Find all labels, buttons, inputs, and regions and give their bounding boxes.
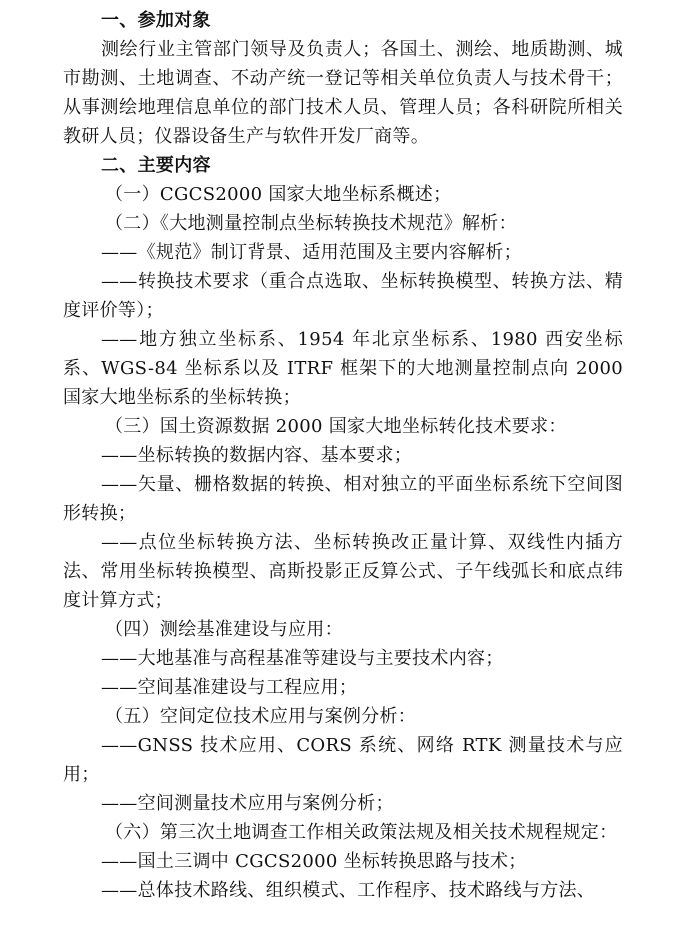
content-subitem: ——总体技术路线、组织模式、工作程序、技术路线与方法、 <box>101 880 596 901</box>
content-subitem: ——坐标转换的数据内容、基本要求； <box>101 445 413 466</box>
content-item: （四）测绘基准建设与应用： <box>105 619 343 640</box>
content-subitem: ——《规范》制订背景、适用范围及主要内容解析； <box>101 242 522 263</box>
content-subitem: ——空间测量技术应用与案例分析； <box>101 793 394 814</box>
content-subitem: ——大地基准与高程基准等建设与主要技术内容； <box>101 648 504 669</box>
content-item: （六）第三次土地调查工作相关政策法规及相关技术规程规定： <box>105 822 618 843</box>
content-subitem: ——GNSS 技术应用、CORS 系统、网络 RTK 测量技术与应用； <box>63 735 623 785</box>
content-item: （二）《大地测量控制点坐标转换技术规范》解析： <box>105 213 517 234</box>
content-item: （五）空间定位技术应用与案例分析： <box>105 706 417 727</box>
content-subitem: ——矢量、栅格数据的转换、相对独立的平面坐标系统下空间图形转换； <box>63 474 623 524</box>
content-item: （一）CGCS2000 国家大地坐标系概述； <box>105 184 452 205</box>
section-heading-participants: 一、参加对象 <box>101 10 211 31</box>
document-page <box>63 6 623 905</box>
participants-paragraph: 测绘行业主管部门领导及负责人；各国土、测绘、地质勘测、城市勘测、土地调查、不动产统一登记等相关单位负责人与技术骨干；从事测绘地理信息单位的部门技术人员、管理人员；各科研院所相关教研人员；仪器设备生产与软件开发厂商等。 <box>63 39 623 147</box>
content-subitem: ——点位坐标转换方法、坐标转换改正量计算、双线性内插方法、常用坐标转换模型、高斯投影正反算公式、子午线弧长和底点纬度计算方式； <box>63 532 623 611</box>
content-subitem: ——地方独立坐标系、1954 年北京坐标系、1980 西安坐标系、WGS-84 坐标系以及 ITRF 框架下的大地测量控制点向 2000 国家大地坐标系的坐标转换； <box>63 329 623 408</box>
content-item: （三）国土资源数据 2000 国家大地坐标转化技术要求： <box>105 416 567 437</box>
content-subitem: ——国土三调中 CGCS2000 坐标转换思路与技术； <box>101 851 527 872</box>
section-heading-main-content: 二、主要内容 <box>101 155 211 176</box>
content-subitem: ——转换技术要求（重合点选取、坐标转换模型、转换方法、精度评价等）； <box>63 271 623 321</box>
content-subitem: ——空间基准建设与工程应用； <box>101 677 358 698</box>
